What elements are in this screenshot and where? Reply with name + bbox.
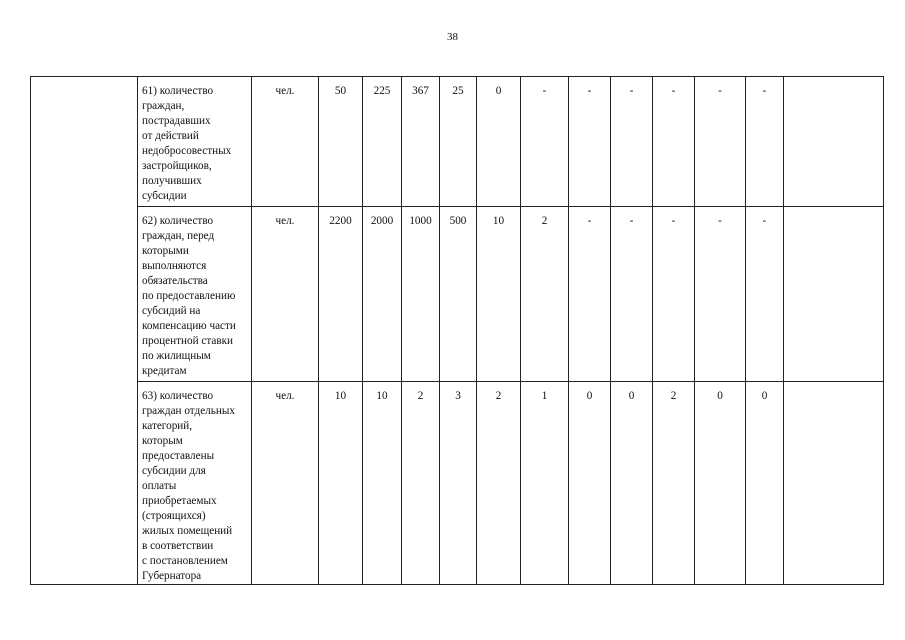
- value-cell: 10: [477, 207, 521, 382]
- value-cell: -: [746, 207, 784, 382]
- value-cell: 367: [402, 77, 440, 207]
- unit-cell: чел.: [252, 382, 319, 585]
- value-cell: 25: [440, 77, 477, 207]
- value-cell: -: [611, 207, 653, 382]
- value-cell: 0: [746, 382, 784, 585]
- value-cell: 1: [521, 382, 569, 585]
- table-row: [31, 207, 884, 382]
- value-cell: 10: [363, 382, 402, 585]
- value-cell: 1000: [402, 207, 440, 382]
- indicator-name-cell: 62) количество граждан, перед которыми выполняются обязательства по предоставлению субсидий на компенсацию части процентной ставки по жилищным кредитам: [138, 207, 252, 382]
- value-cell: -: [695, 77, 746, 207]
- value-cell: -: [746, 77, 784, 207]
- note-cell: [784, 77, 884, 207]
- unit-cell: чел.: [252, 207, 319, 382]
- value-cell: 0: [611, 382, 653, 585]
- value-cell: 2: [521, 207, 569, 382]
- value-cell: -: [695, 207, 746, 382]
- value-cell: 2: [477, 382, 521, 585]
- value-cell: 2: [653, 382, 695, 585]
- value-cell: 0: [695, 382, 746, 585]
- table-row: [31, 382, 884, 585]
- value-cell: -: [521, 77, 569, 207]
- value-cell: 225: [363, 77, 402, 207]
- indicator-name-cell: 61) количество граждан, пострадавших от действий недобросовестных застройщиков, получивших субсидии: [138, 77, 252, 207]
- value-cell: -: [653, 77, 695, 207]
- value-cell: 0: [569, 382, 611, 585]
- value-cell: 0: [477, 77, 521, 207]
- unit-cell: чел.: [252, 77, 319, 207]
- value-cell: 3: [440, 382, 477, 585]
- table-row: [31, 77, 884, 207]
- value-cell: -: [569, 77, 611, 207]
- note-cell: [784, 382, 884, 585]
- program-name-cell: [31, 77, 138, 585]
- indicators-table: [30, 76, 884, 585]
- value-cell: 2200: [319, 207, 363, 382]
- value-cell: 50: [319, 77, 363, 207]
- value-cell: -: [569, 207, 611, 382]
- value-cell: 500: [440, 207, 477, 382]
- indicator-name-cell: 63) количество граждан отдельных категорий, которым предоставлены субсидии для оплаты приобретаемых (строящихся) жилых помещений в соответствии с постановлением Губернатора: [138, 382, 252, 585]
- value-cell: 2000: [363, 207, 402, 382]
- value-cell: -: [653, 207, 695, 382]
- page-number: 38: [447, 31, 458, 43]
- note-cell: [784, 207, 884, 382]
- value-cell: 2: [402, 382, 440, 585]
- value-cell: 10: [319, 382, 363, 585]
- value-cell: -: [611, 77, 653, 207]
